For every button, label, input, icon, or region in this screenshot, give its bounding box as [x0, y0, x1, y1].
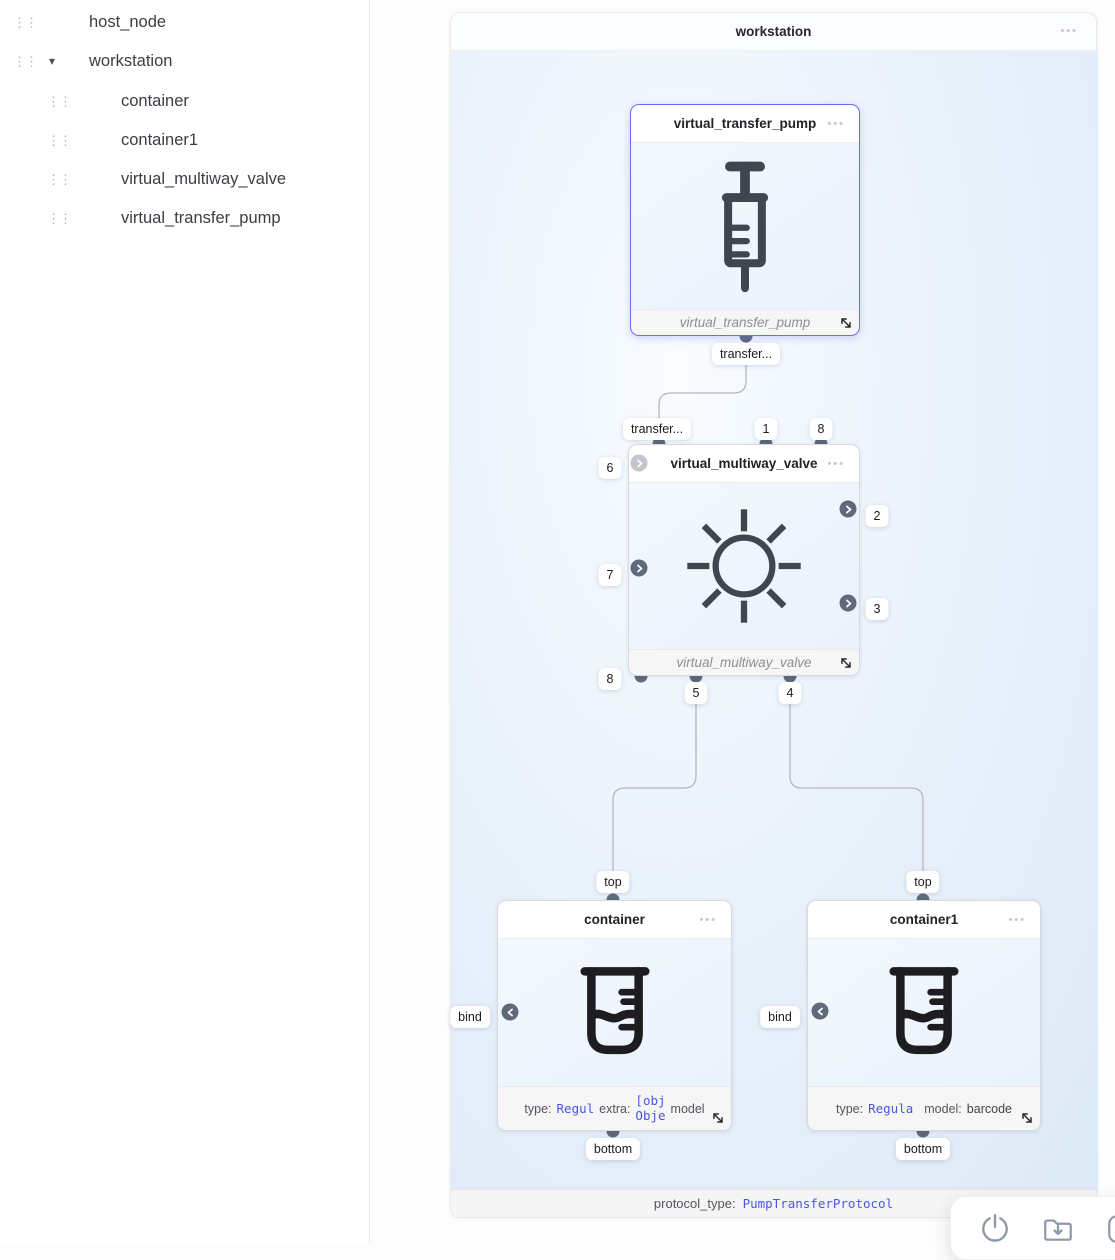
beaker-icon: [563, 961, 667, 1065]
sidebar-item-workstation[interactable]: [0, 44, 369, 78]
prop-model-label: model: [670, 1101, 705, 1116]
sidebar-item-virtual-multiway-valve[interactable]: [0, 162, 369, 196]
sidebar-item-label: virtual_multiway_valve: [121, 169, 287, 188]
node-subtitle: virtual_transfer_pump: [679, 315, 811, 330]
edge-valve4-to-container1-top: [790, 676, 923, 898]
resize-handle-icon[interactable]: [711, 1111, 725, 1125]
port-valve-7[interactable]: [631, 560, 648, 577]
sidebar-item-label: container: [121, 91, 189, 110]
prop-extra-value-line1: [obj: [635, 1093, 666, 1109]
drag-handle-icon[interactable]: ⋮⋮: [47, 171, 71, 187]
node-virtual-transfer-pump[interactable]: [630, 104, 860, 336]
more-menu-icon[interactable]: •••: [1060, 25, 1078, 37]
drag-handle-icon[interactable]: ⋮⋮: [47, 210, 71, 226]
port-container-bind[interactable]: [502, 1004, 519, 1021]
node-body: [629, 483, 859, 649]
port-label-valve-6: 6: [599, 457, 622, 479]
more-menu-icon[interactable]: •••: [827, 118, 845, 130]
node-footer: [631, 309, 859, 335]
port-label-valve-2: 2: [866, 505, 889, 527]
prop-extra-label: extra:: [599, 1101, 631, 1116]
prop-type-value: Regula: [868, 1101, 914, 1116]
node-tree-sidebar: [0, 0, 370, 1243]
node-header: [631, 105, 859, 143]
port-label-valve-4: 4: [779, 682, 802, 704]
port-label-container-bind: bind: [450, 1006, 490, 1028]
prop-model-label: model:: [924, 1101, 962, 1116]
node-title: virtual_multiway_valve: [670, 456, 818, 471]
node-props-footer: [808, 1086, 1040, 1130]
prop-type-value: Regul: [556, 1101, 595, 1116]
node-props-footer: [498, 1086, 731, 1130]
node-footer: [629, 649, 859, 675]
sidebar-item-label: container1: [121, 130, 199, 149]
port-label-pump-transfer: transfer...: [712, 343, 780, 365]
protocol-type-value: PumpTransferProtocol: [742, 1196, 894, 1211]
port-label-container-bottom: bottom: [586, 1138, 640, 1160]
sidebar-item-label: workstation: [89, 51, 173, 70]
canvas-action-toolbar: [950, 1196, 1115, 1260]
syringe-icon: [699, 155, 791, 297]
port-label-valve-8-top: 8: [810, 418, 833, 440]
folder-download-button[interactable]: [1041, 1212, 1075, 1244]
export-button[interactable]: [1105, 1212, 1115, 1244]
drag-handle-icon[interactable]: ⋮⋮: [47, 93, 71, 109]
sidebar-item-label: virtual_transfer_pump: [121, 208, 281, 227]
port-label-valve-5: 5: [685, 682, 708, 704]
node-container[interactable]: [497, 900, 732, 1131]
port-label-container1-top: top: [906, 871, 939, 893]
port-label-valve-8-bottom: 8: [599, 668, 622, 690]
prop-model-value: barcode: [966, 1101, 1012, 1116]
port-label-valve-3: 3: [866, 598, 889, 620]
node-title: container1: [889, 912, 959, 927]
drag-handle-icon[interactable]: ⋮⋮: [13, 53, 37, 69]
port-valve-2[interactable]: [840, 501, 857, 518]
drag-handle-icon[interactable]: ⋮⋮: [47, 132, 71, 148]
caret-down-icon[interactable]: ▾: [49, 54, 56, 68]
node-body: [808, 939, 1040, 1086]
port-valve-6[interactable]: [631, 455, 648, 472]
workstation-panel-header: [451, 13, 1096, 51]
protocol-type-label: protocol_type:: [653, 1196, 736, 1211]
more-menu-icon[interactable]: •••: [699, 914, 717, 926]
more-menu-icon[interactable]: •••: [1008, 914, 1026, 926]
node-title: container: [584, 912, 645, 927]
port-label-valve-transfer: transfer...: [623, 418, 691, 440]
node-title: virtual_transfer_pump: [673, 116, 817, 131]
node-body: [498, 939, 731, 1086]
graph-canvas[interactable]: [451, 51, 1098, 1191]
edge-valve5-to-container-top: [613, 676, 696, 898]
sidebar-item-label: host_node: [89, 12, 167, 31]
panel-title: workstation: [735, 24, 812, 39]
workstation-panel: [450, 12, 1097, 1218]
node-header: [808, 901, 1040, 939]
sidebar-item-container[interactable]: [0, 84, 369, 118]
node-body: [631, 143, 859, 309]
node-header: [498, 901, 731, 939]
port-label-container1-bind: bind: [760, 1006, 800, 1028]
prop-type-label: type:: [836, 1101, 864, 1116]
resize-handle-icon[interactable]: [839, 316, 853, 330]
drag-handle-icon[interactable]: ⋮⋮: [13, 14, 37, 30]
more-menu-icon[interactable]: •••: [827, 458, 845, 470]
power-button[interactable]: [979, 1212, 1011, 1244]
port-container1-bind[interactable]: [812, 1003, 829, 1020]
port-valve-3[interactable]: [840, 595, 857, 612]
port-label-container-top: top: [596, 871, 629, 893]
prop-extra-value-line2: Obje: [635, 1107, 666, 1123]
multiway-valve-icon: [681, 503, 807, 629]
node-subtitle: virtual_multiway_valve: [676, 655, 812, 670]
port-label-container1-bottom: bottom: [896, 1138, 950, 1160]
node-container1[interactable]: [807, 900, 1041, 1131]
node-header: [629, 445, 859, 483]
port-label-valve-1: 1: [755, 418, 778, 440]
sidebar-item-container1[interactable]: [0, 123, 369, 157]
prop-type-label: type:: [524, 1101, 552, 1116]
resize-handle-icon[interactable]: [839, 656, 853, 670]
beaker-icon: [872, 961, 976, 1065]
sidebar-item-virtual-transfer-pump[interactable]: [0, 201, 369, 235]
resize-handle-icon[interactable]: [1020, 1111, 1034, 1125]
node-virtual-multiway-valve[interactable]: [628, 444, 860, 676]
sidebar-item-host-node[interactable]: [0, 5, 369, 39]
port-label-valve-7: 7: [599, 564, 622, 586]
